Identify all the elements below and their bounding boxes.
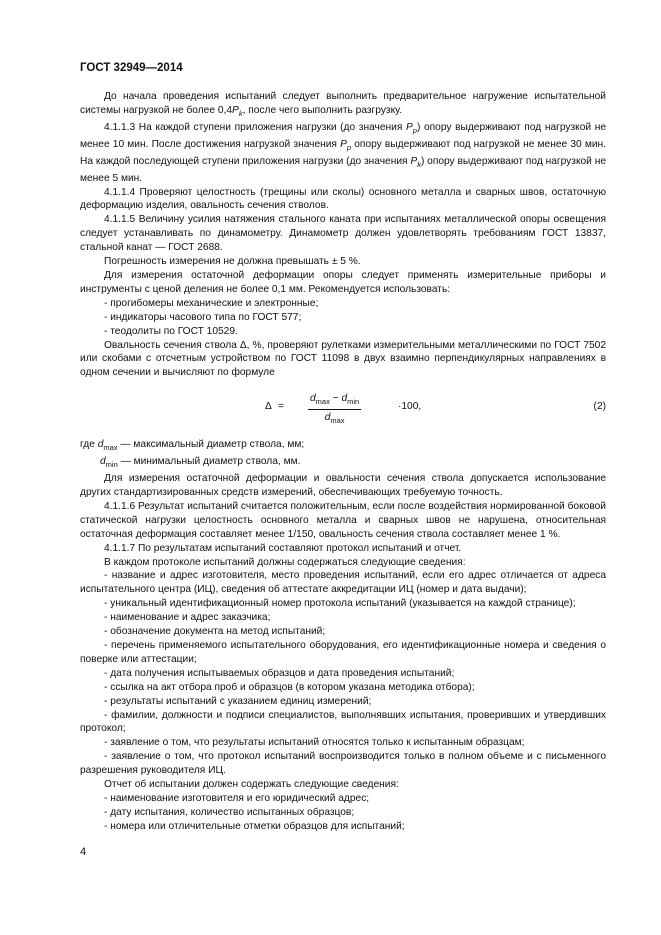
list-item: - заявление о том, что протокол испытаний воспроизводится только в полном объеме и с письменного разрешения руководителя ИЦ. bbox=[80, 751, 606, 777]
paragraph-preload: До начала проведения испытаний следует выполнить предварительное нагружение испытательной системы нагрузкой не более $0,4P_k$, после чего выполнить разгрузку. bbox=[80, 91, 606, 118]
paragraph-protocol-intro: В каждом протоколе испытаний должны содержаться следующие сведения: bbox=[104, 556, 466, 568]
paragraph-4-1-1-6: 4.1.1.6 Результат испытаний считается положительным, если после воздействия нормированной боковой статической нагрузки целостность основного металла и сварных швов не нарушена, относительная остаточная деформация составляет менее 1/150, овальность сечения ствола составляет менее 1 %. bbox=[80, 500, 606, 540]
paragraph-accuracy: Погрешность измерения не должна превышать ± 5 %. bbox=[104, 256, 361, 268]
list-item: - индикаторы часового типа по ГОСТ 577; bbox=[104, 311, 302, 323]
list-item: - теодолиты по ГОСТ 10529. bbox=[104, 325, 238, 337]
formula-2 bbox=[80, 384, 606, 436]
list-item: - номера или отличительные отметки образцов для испытаний; bbox=[104, 820, 405, 832]
paragraph-report-intro: Отчет об испытании должен содержать следующие сведения: bbox=[104, 779, 399, 791]
formula-number: (2) bbox=[593, 401, 606, 413]
formula-numerator: $d_{max} - d_{min}$ bbox=[310, 393, 360, 407]
where-dmax: где $d_{max}$ — максимальный диаметр ствола, мм; bbox=[80, 439, 305, 453]
list-item: - наименование изготовителя и его юридический адрес; bbox=[104, 792, 370, 804]
paragraph-instruments: Для измерения остаточной деформации опоры следует применять измерительные приборы и инструменты с ценой деления не более 0,1 мм. Рекомендуется использовать: bbox=[80, 270, 606, 295]
list-item: - дата получения испытываемых образцов и дата проведения испытаний; bbox=[104, 667, 455, 679]
list-item: - заявление о том, что результаты испытаний относятся только к испытанным образцам; bbox=[104, 737, 525, 749]
list-item: - прогибомеры механические и электронные; bbox=[104, 297, 319, 309]
fraction-bar bbox=[308, 409, 361, 410]
page-number: 4 bbox=[80, 846, 87, 858]
list-item: - результаты испытаний с указанием единиц измерений; bbox=[104, 695, 372, 707]
document-header: ГОСТ 32949—2014 bbox=[80, 62, 183, 74]
paragraph-4-1-1-7: 4.1.1.7 По результатам испытаний составляют протокол испытаний и отчет. bbox=[104, 542, 462, 554]
paragraph-ovality: Овальность сечения ствола Δ, %, проверяют рулетками измерительными металлическими по ГОСТ 7502 или скобами с отсчетным устройством по ГОСТ 11098 в двух взаимно перпендикулярных направлениях в одном сечении и вычисляют по формуле bbox=[80, 339, 606, 379]
formula-denominator: $d_{max}$ bbox=[324, 412, 345, 426]
formula-multiplier: ·100, bbox=[398, 401, 422, 413]
list-item: - фамилии, должности и подписи специалистов, выполнявших испытания, проверивших и утвердивших протокол; bbox=[80, 709, 606, 735]
paragraph-4-1-1-5: 4.1.1.5 Величину усилия натяжения стального каната при испытаниях металлической опоры освещения следует устанавливать по динамометру. Динамометр должен удовлетворять требованиям ГОСТ 13837, стальной канат — ГОСТ 2688. bbox=[80, 214, 606, 254]
list-item: - уникальный идентификационный номер протокола испытаний (указывается на каждой странице); bbox=[104, 598, 576, 610]
list-item: - ссылка на акт отбора проб и образцов (в котором указана методика отбора); bbox=[104, 681, 475, 693]
paragraph-other-instruments: Для измерения остаточной деформации и овальности сечения ствола допускается использование других стандартизированных средств измерений, обеспечивающих требуемую точность. bbox=[80, 473, 606, 499]
paragraph-4-1-1-3: 4.1.1.3 На каждой ступени приложения нагрузки (до значения $P_p$) опору выдерживают под нагрузкой не менее 10 мин. После достижения нагрузкой значения $P_p$ опору выдерживают под нагрузкой не менее 30 мин. На каждой последующей ступени приложения нагрузки (до значения $P_k$) опору выдерживают под нагрузкой не менее 5 мин. bbox=[80, 121, 607, 184]
list-item: - перечень применяемого испытательного оборудования, его идентификационные номера и сведения о поверке или аттестации; bbox=[80, 640, 606, 665]
formula-fraction bbox=[308, 392, 361, 428]
list-item: - наименование и адрес заказчика; bbox=[104, 612, 271, 624]
page-content bbox=[80, 90, 606, 834]
formula-equals: = bbox=[278, 401, 284, 413]
list-item: - обозначение документа на метод испытаний; bbox=[104, 626, 326, 638]
list-item: - название и адрес изготовителя, место проведения испытаний, если его адрес отличается от адреса испытательного центра (ИЦ), сведения об аттестате аккредитации ИЦ (номер и дата выдачи); bbox=[80, 570, 606, 596]
list-item: - дату испытания, количество испытанных образцов; bbox=[104, 806, 355, 818]
formula-lhs: Δ bbox=[265, 401, 272, 413]
paragraph-4-1-1-4: 4.1.1.4 Проверяют целостность (трещины или сколы) основного металла и сварных швов, остаточную деформацию изделия, овальность сечения стволов. bbox=[80, 186, 606, 212]
where-dmin: $d_{min}$ — минимальный диаметр ствола, мм. bbox=[100, 456, 301, 470]
